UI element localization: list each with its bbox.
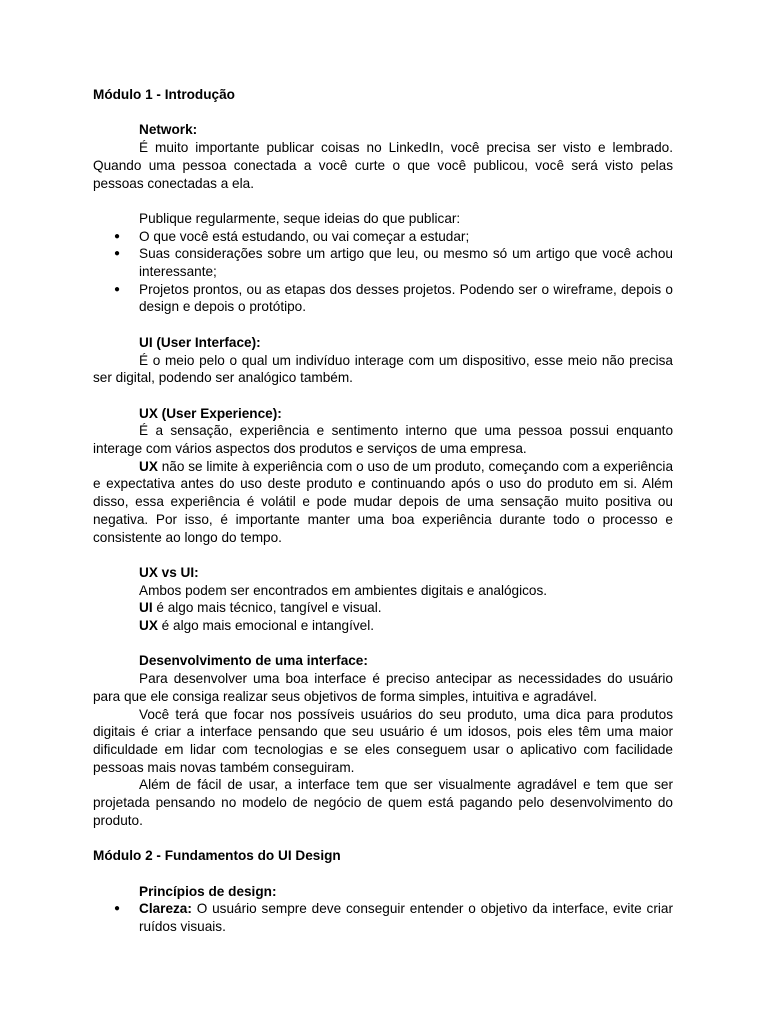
uxvsui-line-2-text: é algo mais técnico, tangível e visual. [152, 600, 382, 616]
principles-heading: Princípios de design: [139, 883, 277, 899]
interface-paragraph-3: Além de fácil de usar, a interface tem que ser visualmente agradável e tem que ser projetada pensando no modelo de negócio de quem está pagando pelo desenvolvimento do produto. [93, 777, 673, 828]
ux-paragraph-1: É a sensação, experiência e sentimento interno que uma pessoa possui enquanto interage com vários aspectos dos produtos e serviços de uma empresa. [93, 423, 673, 456]
ux-paragraph-2-text: não se limite à experiência com o uso de um produto, começando com a experiência e expectativa antes do uso deste produto e continuando após o uso do produto em si. Além disso, essa experiência é volátil e pode mudar depois de uma sensação muito positiva ou negativa. Por isso, é importante manter uma boa experiência durante todo o processo e consistente ao longo do tempo. [93, 458, 673, 545]
uxvsui-line-1: Ambos podem ser encontrados em ambientes digitais e analógicos. [139, 582, 548, 598]
list-item: ● Projetos prontos, ou as etapas dos desses projetos. Podendo ser o wireframe, depois o design e depois o protótipo. [93, 281, 673, 316]
principle-term: Clareza: [139, 901, 192, 917]
ui-bold-term: UI [139, 600, 153, 616]
network-intro: Publique regularmente, seque ideias do que publicar: [139, 210, 461, 226]
uxvsui-line-3-text: é algo mais emocional e intangível. [157, 618, 375, 634]
list-item: ● Suas considerações sobre um artigo que leu, ou mesmo só um artigo que você achou interessante; [93, 245, 673, 280]
module-2-title: Módulo 2 - Fundamentos do UI Design [93, 848, 341, 864]
principles-bullet-list [93, 900, 673, 935]
ux-bold-term: UX [139, 458, 158, 474]
ui-paragraph: É o meio pelo o qual um indivíduo interage com um dispositivo, esse meio não precisa ser digital, podendo ser analógico também. [93, 352, 673, 386]
ux-paragraph-2 [93, 458, 673, 547]
interface-paragraph-1: Para desenvolver uma boa interface é preciso antecipar as necessidades do usuário para que ele consiga realizar seus objetivos de forma simples, intuitiva e agradável. [93, 671, 673, 704]
list-item: ● O que você está estudando, ou vai começar a estudar; [93, 228, 673, 246]
list-item [93, 900, 673, 935]
principle-text: O usuário sempre deve conseguir entender o objetivo da interface, evite criar ruídos visuais. [139, 901, 673, 934]
interface-heading: Desenvolvimento de uma interface: [139, 653, 368, 669]
ux-heading: UX (User Experience): [139, 405, 282, 421]
network-paragraph: É muito importante publicar coisas no LinkedIn, você precisa ser visto e lembrado. Quando uma pessoa conectada a você curte o que você publicou, você será visto pelas pessoas conectadas a ela. [93, 140, 673, 191]
ui-heading: UI (User Interface): [139, 334, 261, 350]
uxvsui-line-2 [93, 599, 673, 617]
module-1-title: Módulo 1 - Introdução [93, 87, 235, 102]
network-bullet-list [93, 228, 673, 317]
ux-bold-term: UX [139, 618, 158, 634]
uxvsui-line-3 [93, 617, 673, 635]
interface-paragraph-2: Você terá que focar nos possíveis usuários do seu produto, uma dica para produtos digitais é criar a interface pensando que seu usuário é um idosos, pois eles têm uma maior dificuldade em lidar com tecnologias e se eles conseguem usar o aplicativo com facilidade pessoas mais novas também conseguiram. [93, 706, 673, 775]
network-heading: Network: [139, 122, 198, 138]
uxvsui-heading: UX vs UI: [139, 564, 199, 580]
